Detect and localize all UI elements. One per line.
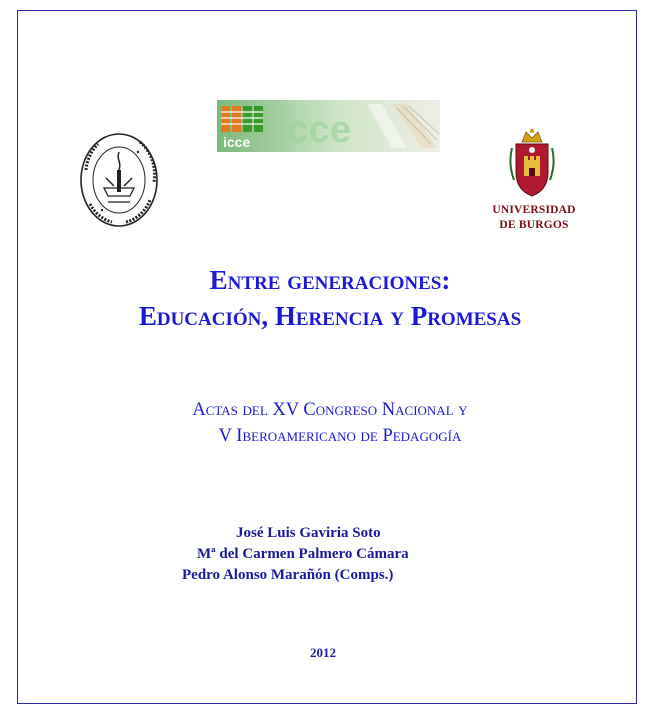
sep-seal-icon (78, 130, 160, 230)
subtitle-line2: V Iberoamericano de Pedagogía (218, 426, 462, 446)
publication-year: 2012 (310, 645, 336, 660)
author-1: José Luis Gaviria Soto (236, 525, 381, 541)
svg-text:icce: icce (223, 134, 251, 150)
author-3: Pedro Alonso Marañón (Comps.) (182, 567, 394, 583)
university-name (470, 203, 598, 233)
university-name-line2: DE BURGOS (499, 219, 569, 231)
main-title-line1: Entre generaciones: (209, 265, 451, 295)
subtitle-line1: Actas del XV Congreso Nacional y (192, 400, 468, 420)
university-crest-icon (508, 128, 556, 198)
svg-text:icce: icce (277, 109, 351, 151)
main-title-line2: Educación, Herencia y Promesas (138, 301, 522, 331)
university-name-line1: UNIVERSIDAD (492, 204, 576, 216)
icce-logo-icon (217, 100, 440, 152)
author-2: Mª del Carmen Palmero Cámara (197, 546, 409, 562)
